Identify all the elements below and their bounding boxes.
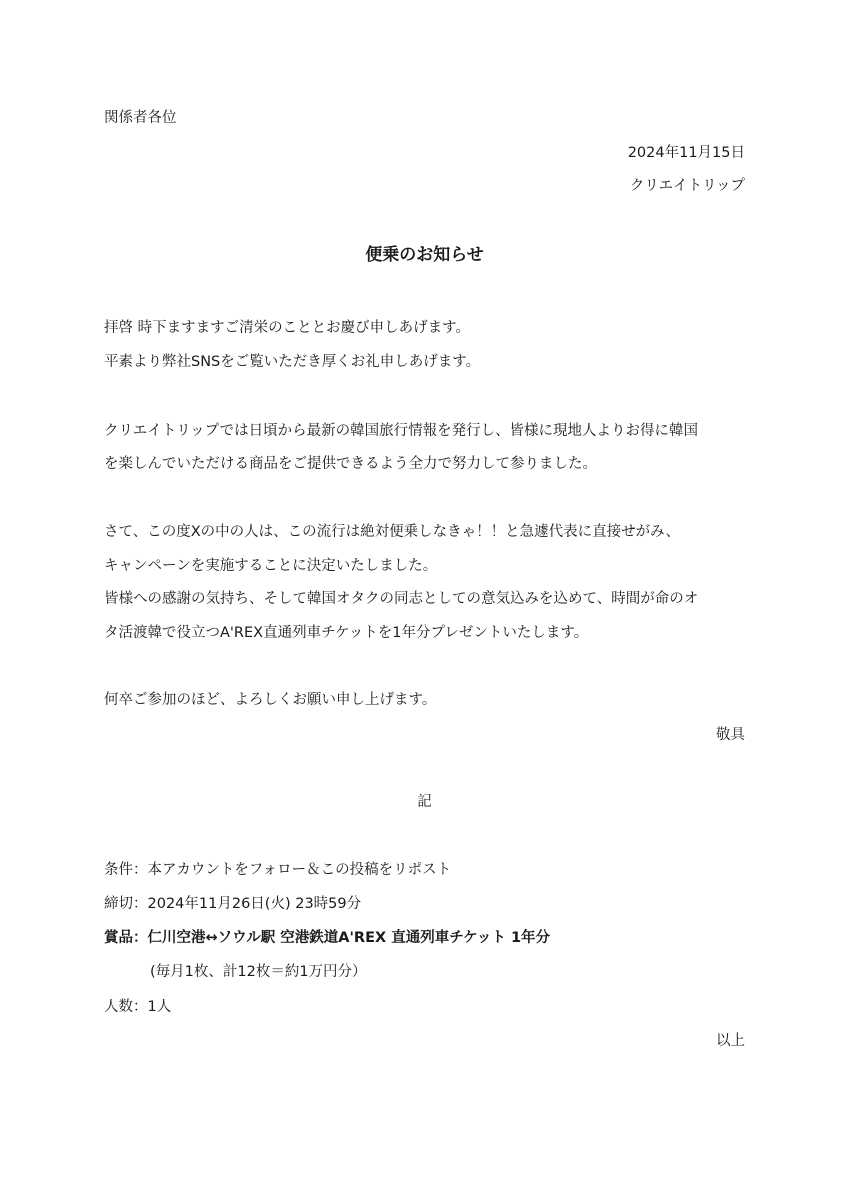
closing-keigu: 敬具	[716, 727, 745, 743]
detail-prize: 賞品：仁川空港↔ソウル駅 空港鉄道A'REX 直通列車チケット 1年分	[104, 930, 551, 946]
details-header: 記	[417, 794, 432, 810]
greeting-line-2: 平素より弊社SNSをご覧いただき厚くお礼申しあげます。	[104, 354, 481, 370]
paragraph-2-line-3: 皆様への感謝の気持ち、そして韓国オタクの同志としての意気込みを込めて、時間が命のオ	[104, 591, 699, 607]
date: 2024年11月15日	[627, 145, 745, 161]
sender: クリエイトリップ	[629, 178, 745, 194]
paragraph-1-line-2: を楽しんでいただける商品をご提供できるよう全力で努力して参りました。	[104, 456, 597, 472]
detail-winners: 人数：1人	[104, 999, 172, 1015]
paragraph-1-line-1: クリエイトリップでは日頃から最新の韓国旅行情報を発行し、皆様に現地人よりお得に韓国	[104, 423, 699, 439]
closing-request: 何卒ご参加のほど、よろしくお願い申し上げます。	[104, 692, 437, 708]
paragraph-2-line-2: キャンペーンを実施することに決定いたしました。	[104, 558, 438, 574]
paragraph-2-line-4: タ活渡韓で役立つA'REX直通列車チケットを1年分プレゼントいたします。	[104, 625, 589, 641]
paragraph-2-line-1: さて、この度Xの中の人は、この流行は絶対便乗しなきゃ！！と急遽代表に直接せがみ、	[104, 524, 681, 540]
detail-condition: 条件：本アカウントをフォロー＆この投稿をリポスト	[104, 862, 452, 878]
recipient: 関係者各位	[104, 110, 177, 126]
greeting-line-1: 拝啓 時下ますますご清栄のこととお慶び申しあげます。	[104, 320, 470, 336]
detail-deadline: 締切：2024年11月26日(火) 23時59分	[104, 896, 362, 912]
end-mark: 以上	[716, 1033, 745, 1049]
detail-prize-note: (毎月1枚、計12枚＝約1万円分）	[150, 964, 367, 980]
page-title: 便乗のお知らせ	[365, 245, 484, 265]
